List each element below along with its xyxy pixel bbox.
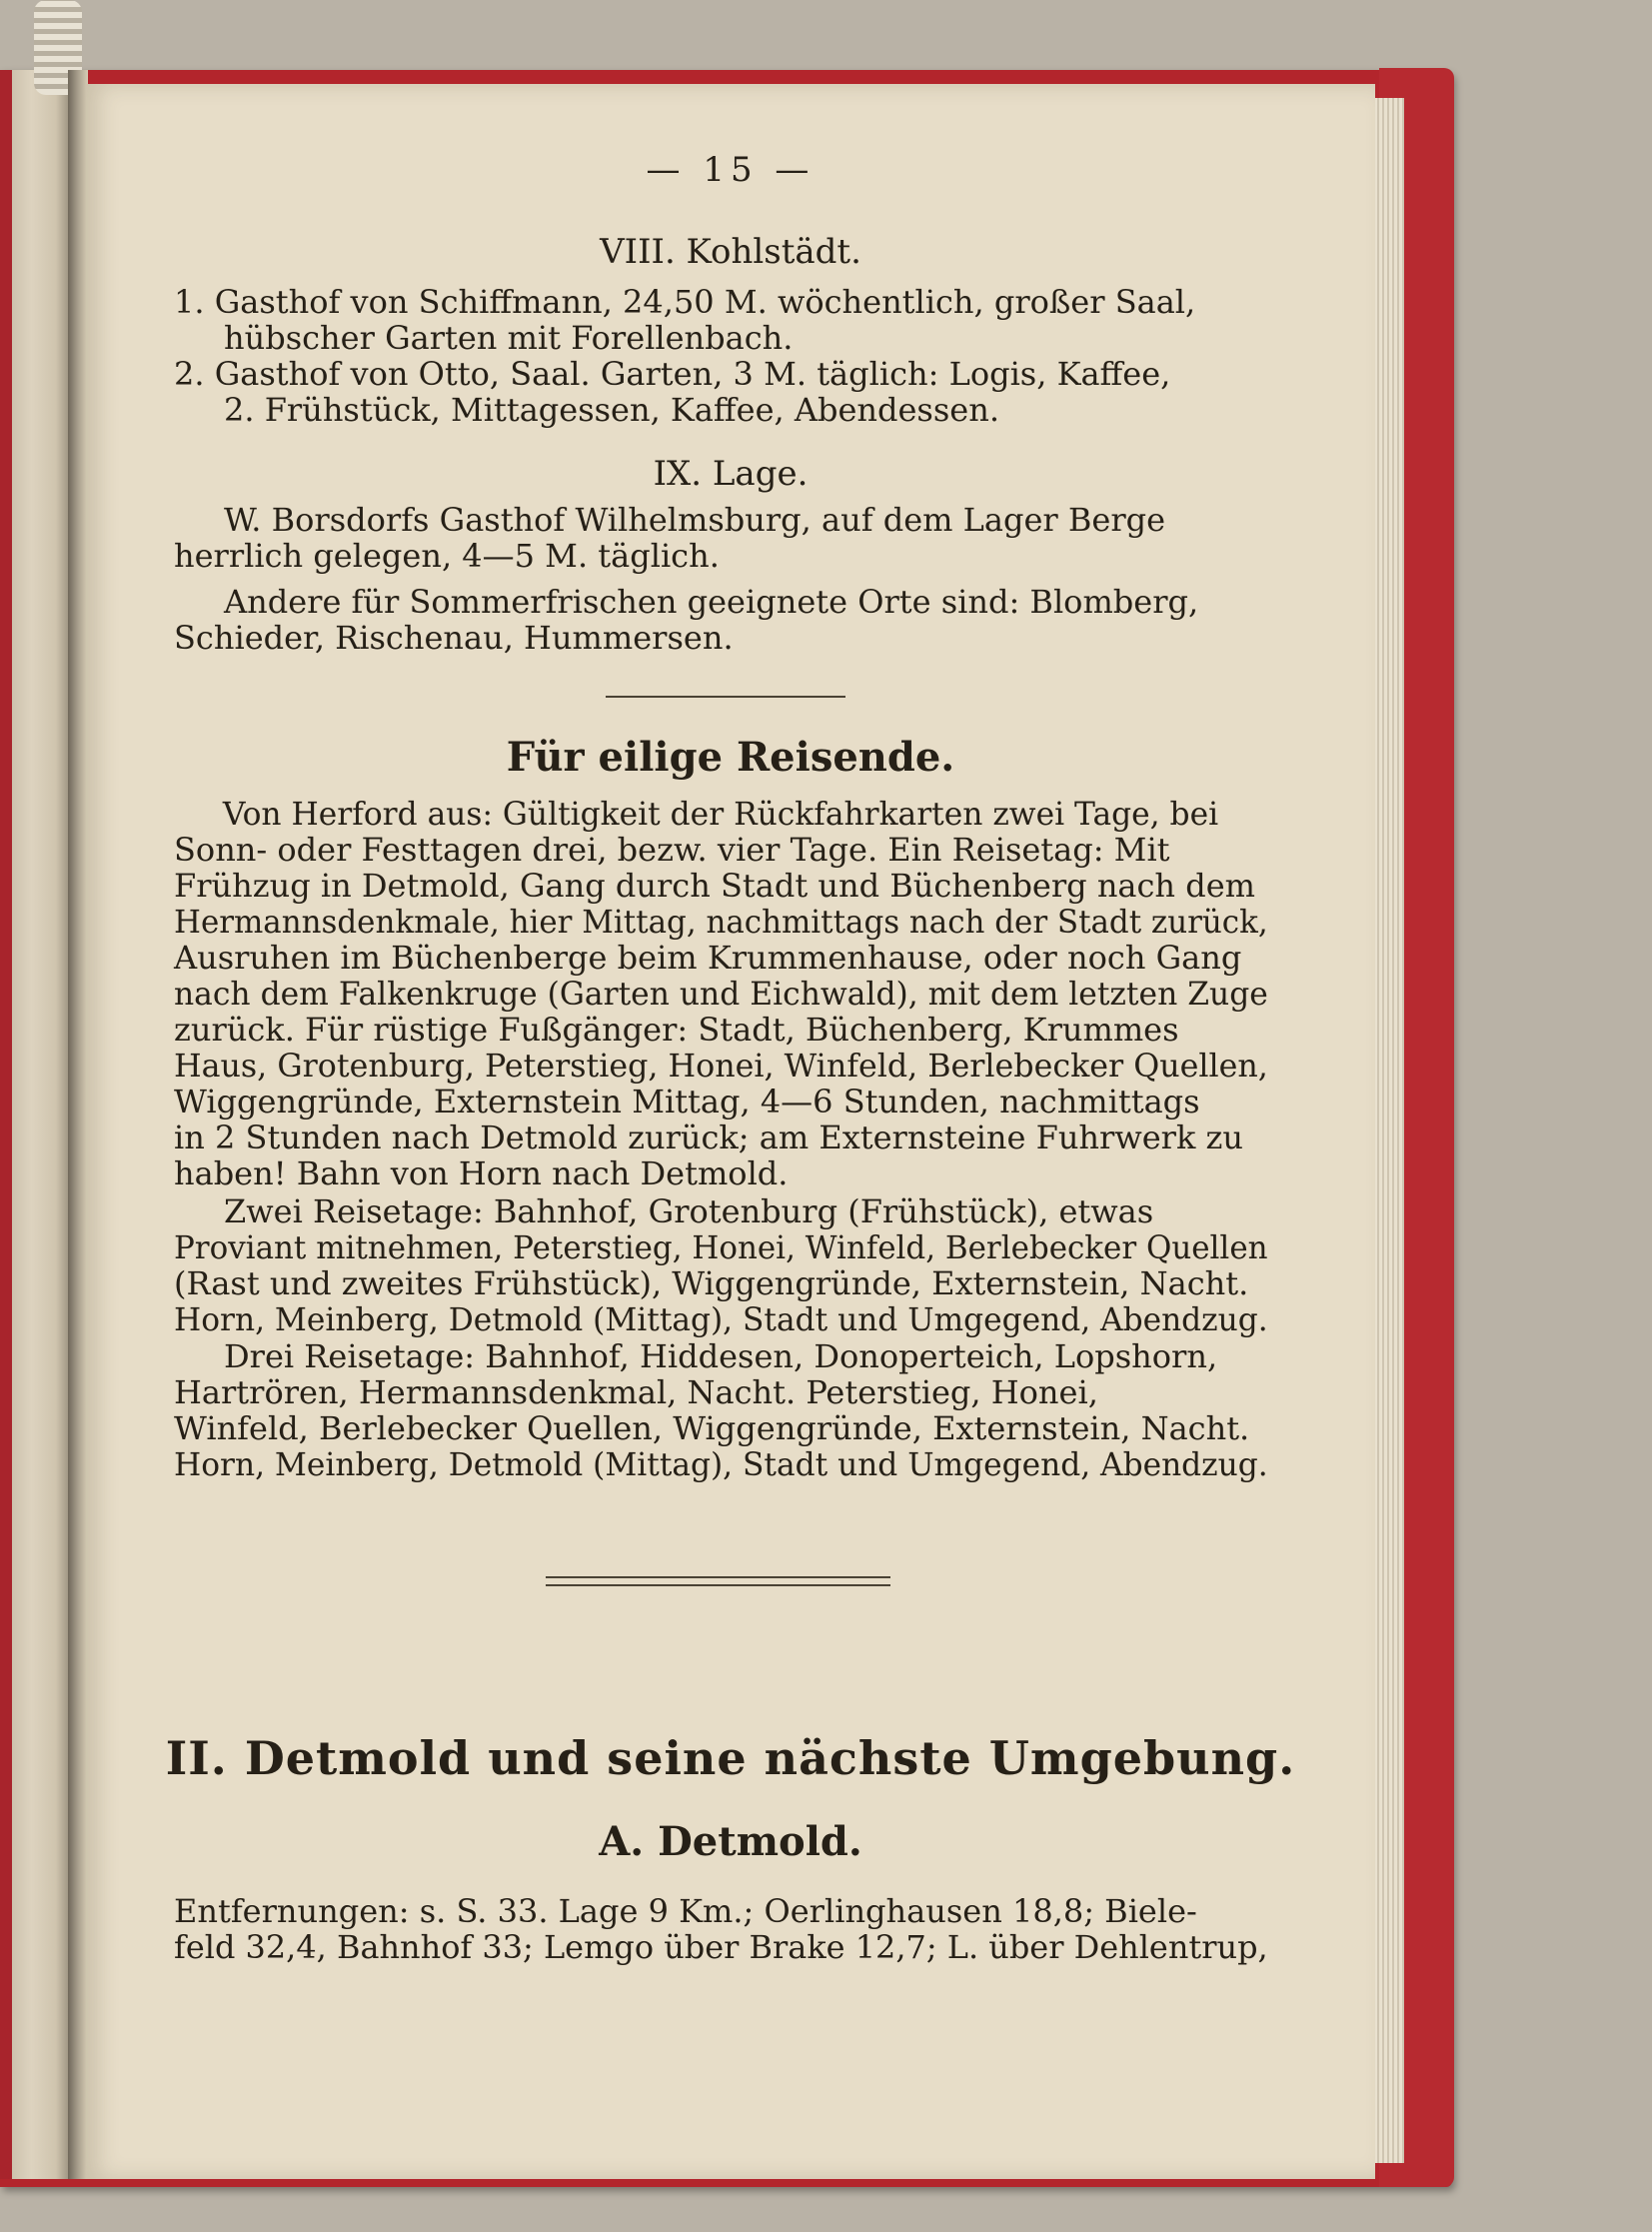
kohlstaedt-list — [174, 284, 1268, 428]
eilige-paragraph-2 — [174, 1193, 1268, 1337]
heading-lage: IX. Lage. — [653, 454, 809, 494]
page-number: — 15 — — [646, 150, 816, 190]
part-two-title: II. Detmold und seine nächste Umgebung. — [165, 1731, 1296, 1785]
text-line: haben! Bahn von Horn nach Detmold. — [174, 1154, 789, 1192]
text-line: hübscher Garten mit Forellenbach. — [224, 319, 794, 357]
text-line: Schieder, Rischenau, Hummersen. — [174, 619, 734, 657]
text-line: Drei Reisetage: Bahnhof, Hiddesen, Donoperteich, Lopshorn, — [224, 1337, 1218, 1375]
text-line: zurück. Für rüstige Fußgänger: Stadt, Büchenberg, Krummes — [174, 1011, 1179, 1049]
text-line: Horn, Meinberg, Detmold (Mittag), Stadt und Umgegend, Abendzug. — [174, 1300, 1268, 1338]
eilige-paragraph-1 — [174, 796, 1268, 1191]
text-line: Frühzug in Detmold, Gang durch Stadt und Büchenberg nach dem — [174, 867, 1255, 905]
text-line: 1. Gasthof von Schiffmann, 24,50 M. wöchentlich, großer Saal, — [174, 283, 1196, 321]
text-line: Haus, Grotenburg, Peterstieg, Honei, Winfeld, Berlebecker Quellen, — [174, 1047, 1268, 1085]
text-line: 2. Gasthof von Otto, Saal. Garten, 3 M. täglich: Logis, Kaffee, — [174, 355, 1171, 393]
text-line: W. Borsdorfs Gasthof Wilhelmsburg, auf dem Lager Berge — [224, 501, 1166, 539]
text-line: Wiggengründe, Externstein Mittag, 4—6 Stunden, nachmittags — [174, 1083, 1200, 1120]
heading-kohlstaedt: VIII. Kohlstädt. — [600, 232, 861, 272]
andere-paragraph — [174, 584, 1268, 656]
text-line: Hermannsdenkmale, hier Mittag, nachmittags nach der Stadt zurück, — [174, 903, 1268, 941]
left-cover-edge — [0, 70, 12, 2179]
double-separator-rule — [546, 1576, 890, 1586]
text-line: Proviant mitnehmen, Peterstieg, Honei, Winfeld, Berlebecker Quellen — [174, 1228, 1268, 1266]
text-line: Ausruhen im Büchenberge beim Krummenhause, oder noch Gang — [174, 939, 1242, 977]
eilige-paragraph-3 — [174, 1338, 1268, 1482]
text-line: Andere für Sommerfrischen geeignete Orte sind: Blomberg, — [224, 583, 1199, 621]
text-line: Entfernungen: s. S. 33. Lage 9 Km.; Oerlinghausen 18,8; Biele- — [174, 1892, 1197, 1930]
text-line: (Rast und zweites Frühstück), Wiggengründe, Externstein, Nacht. — [174, 1264, 1249, 1302]
text-line: 2. Frühstück, Mittagessen, Kaffee, Abendessen. — [224, 391, 999, 429]
entfernungen-paragraph — [174, 1893, 1268, 1965]
text-line: feld 32,4, Bahnhof 33; Lemgo über Brake 12,7; L. über Dehlentrup, — [174, 1928, 1268, 1966]
right-page — [86, 84, 1375, 2179]
heading-eilige-reisende: Für eilige Reisende. — [506, 734, 955, 781]
heading-a-detmold: A. Detmold. — [599, 1818, 862, 1865]
separator-rule — [606, 696, 845, 698]
text-line: Horn, Meinberg, Detmold (Mittag), Stadt und Umgegend, Abendzug. — [174, 1445, 1268, 1483]
lage-paragraph — [174, 502, 1268, 574]
text-line: Winfeld, Berlebecker Quellen, Wiggengründe, Externstein, Nacht. — [174, 1409, 1250, 1447]
text-line: herrlich gelegen, 4—5 M. täglich. — [174, 537, 720, 575]
text-line: Zwei Reisetage: Bahnhof, Grotenburg (Frühstück), etwas — [224, 1192, 1154, 1230]
gutter-shadow — [68, 70, 88, 2179]
text-line: Hartrören, Hermannsdenkmal, Nacht. Peterstieg, Honei, — [174, 1373, 1098, 1411]
text-line: Von Herford aus: Gültigkeit der Rückfahrkarten zwei Tage, bei — [222, 795, 1219, 833]
text-line: Sonn- oder Festtagen drei, bezw. vier Tage. Ein Reisetag: Mit — [174, 831, 1170, 869]
text-line: nach dem Falkenkruge (Garten und Eichwald), mit dem letzten Zuge — [174, 975, 1268, 1013]
text-line: in 2 Stunden nach Detmold zurück; am Externsteine Fuhrwerk zu — [174, 1118, 1243, 1156]
